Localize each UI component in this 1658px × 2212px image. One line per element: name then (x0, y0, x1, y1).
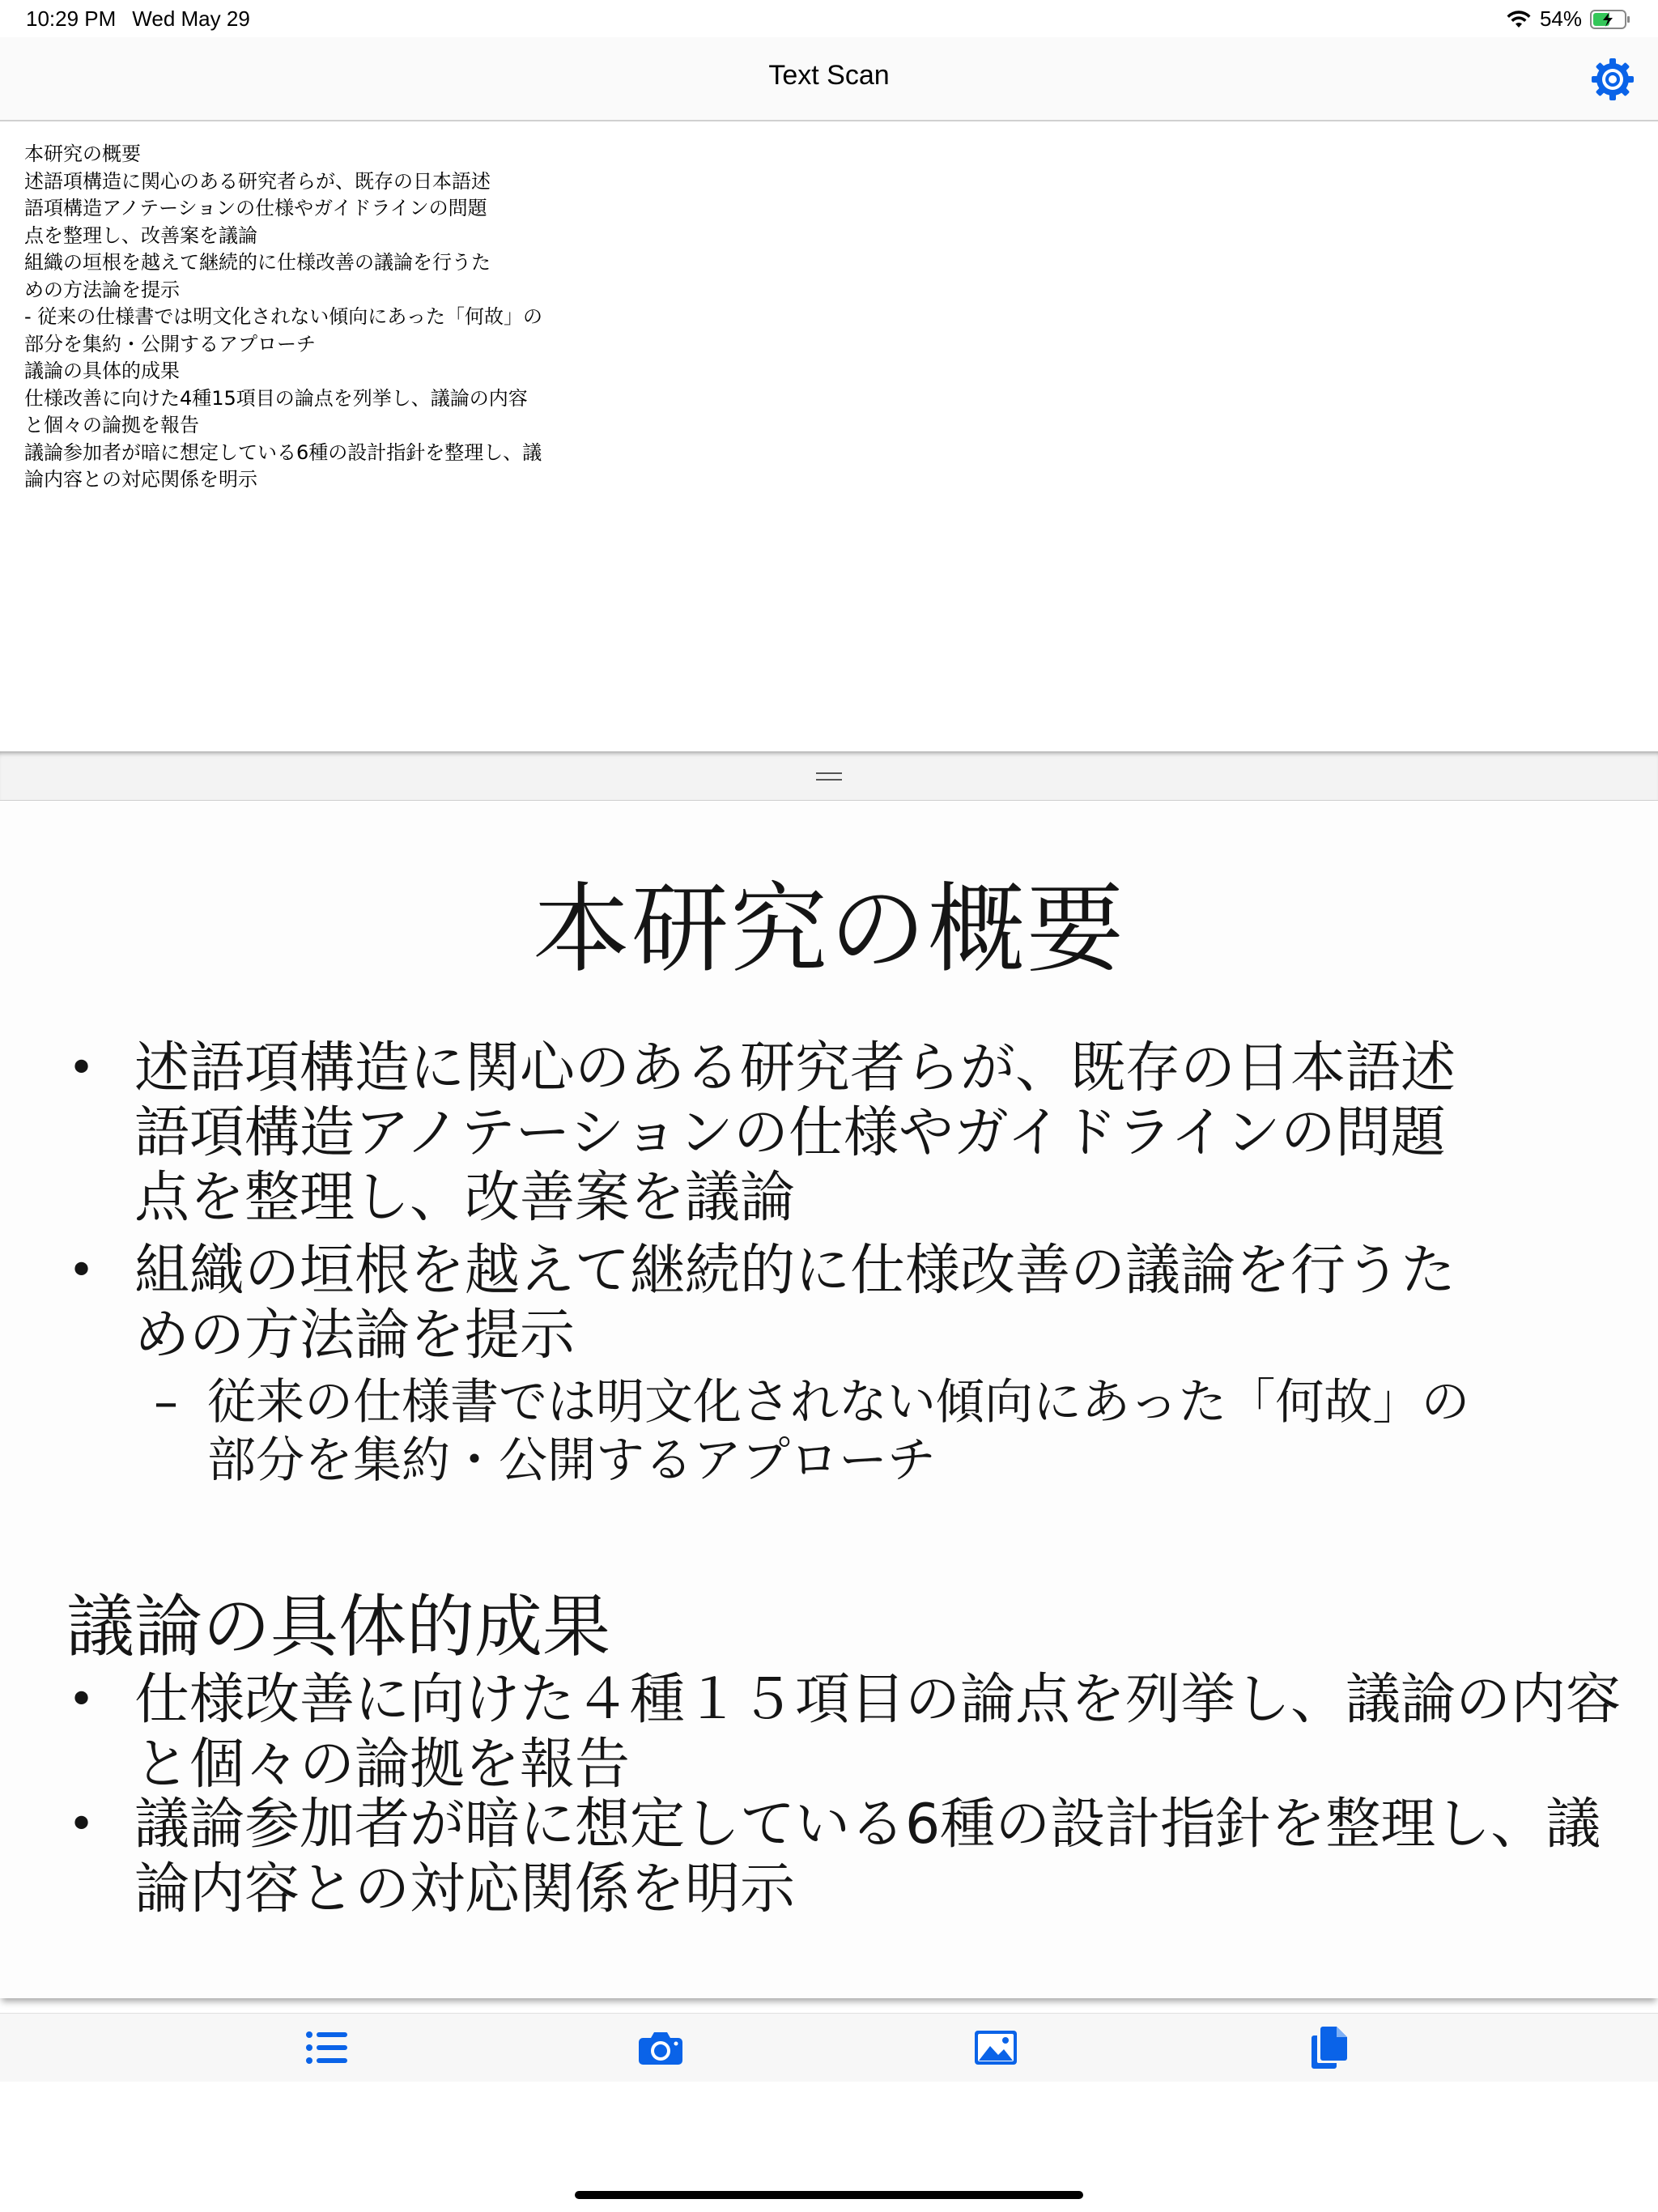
page-title: Text Scan (768, 60, 890, 91)
bullet-marker: • (68, 1674, 96, 1726)
copy-button[interactable] (1303, 2022, 1355, 2074)
status-right (1506, 6, 1630, 32)
slide-bullet-line: 語項構造アノテーションの仕様やガイドラインの問題 (134, 1101, 1446, 1165)
recognized-text-line: 論内容との対応関係を明示 (24, 468, 257, 491)
status-bar (0, 0, 1658, 37)
navigation-bar (0, 37, 1658, 121)
photo-icon (974, 2030, 1018, 2065)
list-button[interactable] (301, 2022, 353, 2074)
recognized-text-line: 本研究の概要 (24, 143, 141, 165)
home-indicator[interactable] (575, 2191, 1083, 2199)
split-divider[interactable] (0, 751, 1658, 801)
slide-bullet (68, 1793, 1601, 1922)
recognized-text-view[interactable] (0, 121, 1658, 753)
slide-bullet-line: 議論参加者が暗に想定している6種の設計指針を整理し、議 (134, 1793, 1601, 1857)
battery-charging-icon (1590, 10, 1630, 29)
recognized-text-line: 部分を集約・公開するアプローチ (24, 332, 316, 355)
battery-percent: 54% (1539, 6, 1582, 31)
drag-handle-icon[interactable] (816, 772, 842, 781)
status-time-group (26, 6, 250, 32)
slide-sub-bullet (154, 1373, 1470, 1490)
recognized-text-line: 組織の垣根を越えて継続的に仕様改善の議論を行うた (24, 251, 491, 274)
list-icon (305, 2030, 349, 2065)
status-time: 10:29 PM (26, 6, 117, 31)
slide-title: 本研究の概要 (533, 874, 1125, 986)
slide-bullet-line: 従来の仕様書では明文化されない傾向にあった「何故」の (207, 1374, 1470, 1431)
gear-icon (1590, 57, 1635, 102)
slide-bullet-line: 部分を集約・公開するアプローチ (207, 1432, 936, 1489)
slide-bullet-line: 点を整理し、改善案を議論 (134, 1166, 796, 1230)
recognized-text-line: と個々の論拠を報告 (24, 414, 199, 436)
recognized-text-line: - 従来の仕様書では明文化されない傾向にあった「何故」の (24, 305, 543, 328)
slide-bullet-line: めの方法論を提示 (134, 1304, 576, 1368)
slide-bullet-line: 論内容との対応関係を明示 (134, 1857, 796, 1921)
camera-icon (638, 2030, 683, 2065)
slide-bullet (68, 1239, 1456, 1368)
scanned-image-preview (0, 802, 1658, 1998)
bullet-marker: • (68, 1798, 96, 1851)
recognized-text-line: 点を整理し、改善案を議論 (24, 223, 257, 247)
slide-bullet (68, 1036, 1456, 1231)
bullet-marker: • (68, 1042, 96, 1095)
slide-bullet-line: 組織の垣根を越えて継続的に仕様改善の議論を行うた (134, 1239, 1456, 1303)
settings-button[interactable] (1588, 55, 1637, 104)
wifi-icon (1506, 10, 1532, 29)
slide-bullet (68, 1668, 1622, 1797)
recognized-text-line: 議論の具体的成果 (24, 359, 180, 382)
copy-icon (1311, 2026, 1348, 2069)
slide-bullet-line: 述語項構造に関心のある研究者らが、既存の日本語述 (134, 1036, 1456, 1100)
bottom-toolbar (0, 2013, 1658, 2082)
recognized-text-line: 議論参加者が暗に想定している6種の設計指針を整理し、議 (24, 440, 542, 464)
recognized-text-line: 語項構造アノテーションの仕様やガイドラインの問題 (24, 197, 487, 219)
slide-bullet-line: と個々の論拠を報告 (134, 1733, 631, 1797)
status-date: Wed May 29 (132, 6, 250, 31)
recognized-text-line: 仕様改善に向けた4種15項目の論点を列挙し、議論の内容 (24, 386, 528, 410)
bullet-marker: – (154, 1374, 178, 1431)
recognized-text-line: 述語項構造に関心のある研究者らが、既存の日本語述 (24, 169, 491, 193)
photo-library-button[interactable] (970, 2022, 1022, 2074)
bullet-marker: • (68, 1244, 96, 1297)
section-heading: 議論の具体的成果 (66, 1587, 611, 1666)
camera-button[interactable] (635, 2022, 687, 2074)
recognized-text-line: めの方法論を提示 (24, 278, 180, 301)
recognized-text-content[interactable] (24, 141, 672, 494)
slide-bullet-line: 仕様改善に向けた４種１５項目の論点を列挙し、議論の内容 (134, 1668, 1622, 1732)
